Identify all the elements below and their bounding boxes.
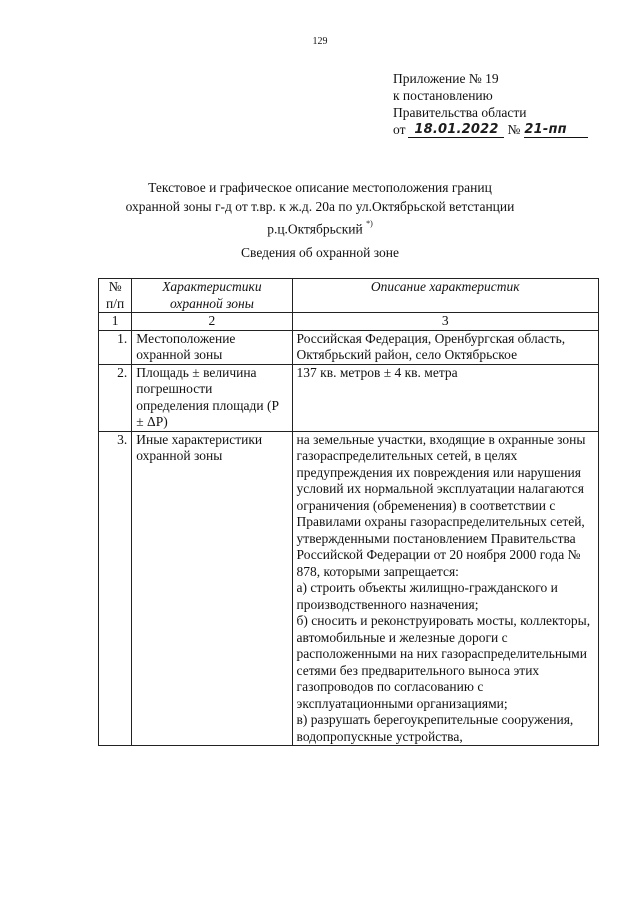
number-label: №	[507, 122, 521, 137]
row-index: 2.	[99, 364, 132, 431]
appendix-line-government: Правительства области	[393, 105, 527, 120]
restrictions-intro: на земельные участки, входящие в охранные зоны газораспределительных сетей, в целях предупреждения их повреждения или нарушения условий их нормальной эксплуатации налагаются ограничения (обременения) в соответствии с Правилами охраны газораспределительных сетей, утвержденными постановлением Правительства Российской Федерации от 20 ноября 2000 года № 878, которыми запрещается:	[296, 431, 586, 579]
restriction-item-b: б) сносить и реконструировать мосты, коллекторы, автомобильные и железные дороги с расположенными на них газораспределительными сетями без предварительного выноса этих газопроводов по согласованию с эксплуатационными организациями;	[296, 613, 591, 711]
title-line-3	[0, 216, 640, 239]
header-characteristics-line-1: Характеристики	[162, 279, 262, 294]
column-number-row	[99, 313, 599, 331]
column-number-1: 1	[99, 313, 132, 331]
restriction-item-a: а) строить объекты жилищно-гражданского и производственного назначения;	[296, 580, 558, 612]
handwritten-date: 18.01.2022	[408, 122, 504, 138]
restriction-item-c: в) разрушать берегоукрепительные сооружения, водопропускные устройства,	[296, 712, 574, 744]
appendix-line-resolution: к постановлению	[393, 88, 493, 103]
column-number-2: 2	[132, 313, 292, 331]
row-index: 1.	[99, 330, 132, 364]
table-row	[99, 431, 599, 746]
row-characteristic: Местоположение охранной зоны	[132, 330, 292, 364]
section-subtitle: Сведения об охранной зоне	[241, 245, 399, 260]
row-characteristic: Иные характеристики охранной зоны	[132, 431, 292, 746]
row-index: 3.	[99, 431, 132, 746]
row-description: 137 кв. метров ± 4 кв. метра	[292, 364, 598, 431]
row-characteristic: Площадь ± величина погрешности определения площади (P ± ΔP)	[132, 364, 292, 431]
header-index	[99, 279, 132, 313]
table-row	[99, 364, 599, 431]
title-line-1: Текстовое и графическое описание местоположения границ	[148, 180, 492, 195]
appendix-date-line	[393, 121, 588, 138]
zone-info-table	[98, 278, 599, 746]
document-title	[0, 178, 640, 239]
header-description: Описание характеристик	[292, 279, 598, 313]
appendix-block	[393, 70, 588, 138]
handwritten-number: 21-пп	[524, 122, 588, 138]
table-header-row	[99, 279, 599, 313]
page-number: 129	[312, 36, 328, 47]
header-characteristics	[132, 279, 292, 313]
title-place: р.ц.Октябрьский	[267, 221, 363, 237]
header-characteristics-line-2: охранной зоны	[169, 295, 254, 311]
row-description	[292, 431, 598, 746]
row-description: Российская Федерация, Оренбургская область, Октябрьский район, село Октябрьское	[292, 330, 598, 364]
column-number-3: 3	[292, 313, 598, 331]
title-line-2: охранной зоны г-д от т.вр. к ж.д. 20а по ул.Октябрьской ветстанции	[125, 199, 515, 214]
table-row	[99, 330, 599, 364]
appendix-title: Приложение № 19	[393, 71, 499, 86]
header-index-number-sign: №	[108, 279, 122, 294]
from-label: от	[393, 122, 406, 137]
footnote-mark: *)	[366, 219, 373, 228]
header-index-pp: п/п	[106, 295, 125, 311]
